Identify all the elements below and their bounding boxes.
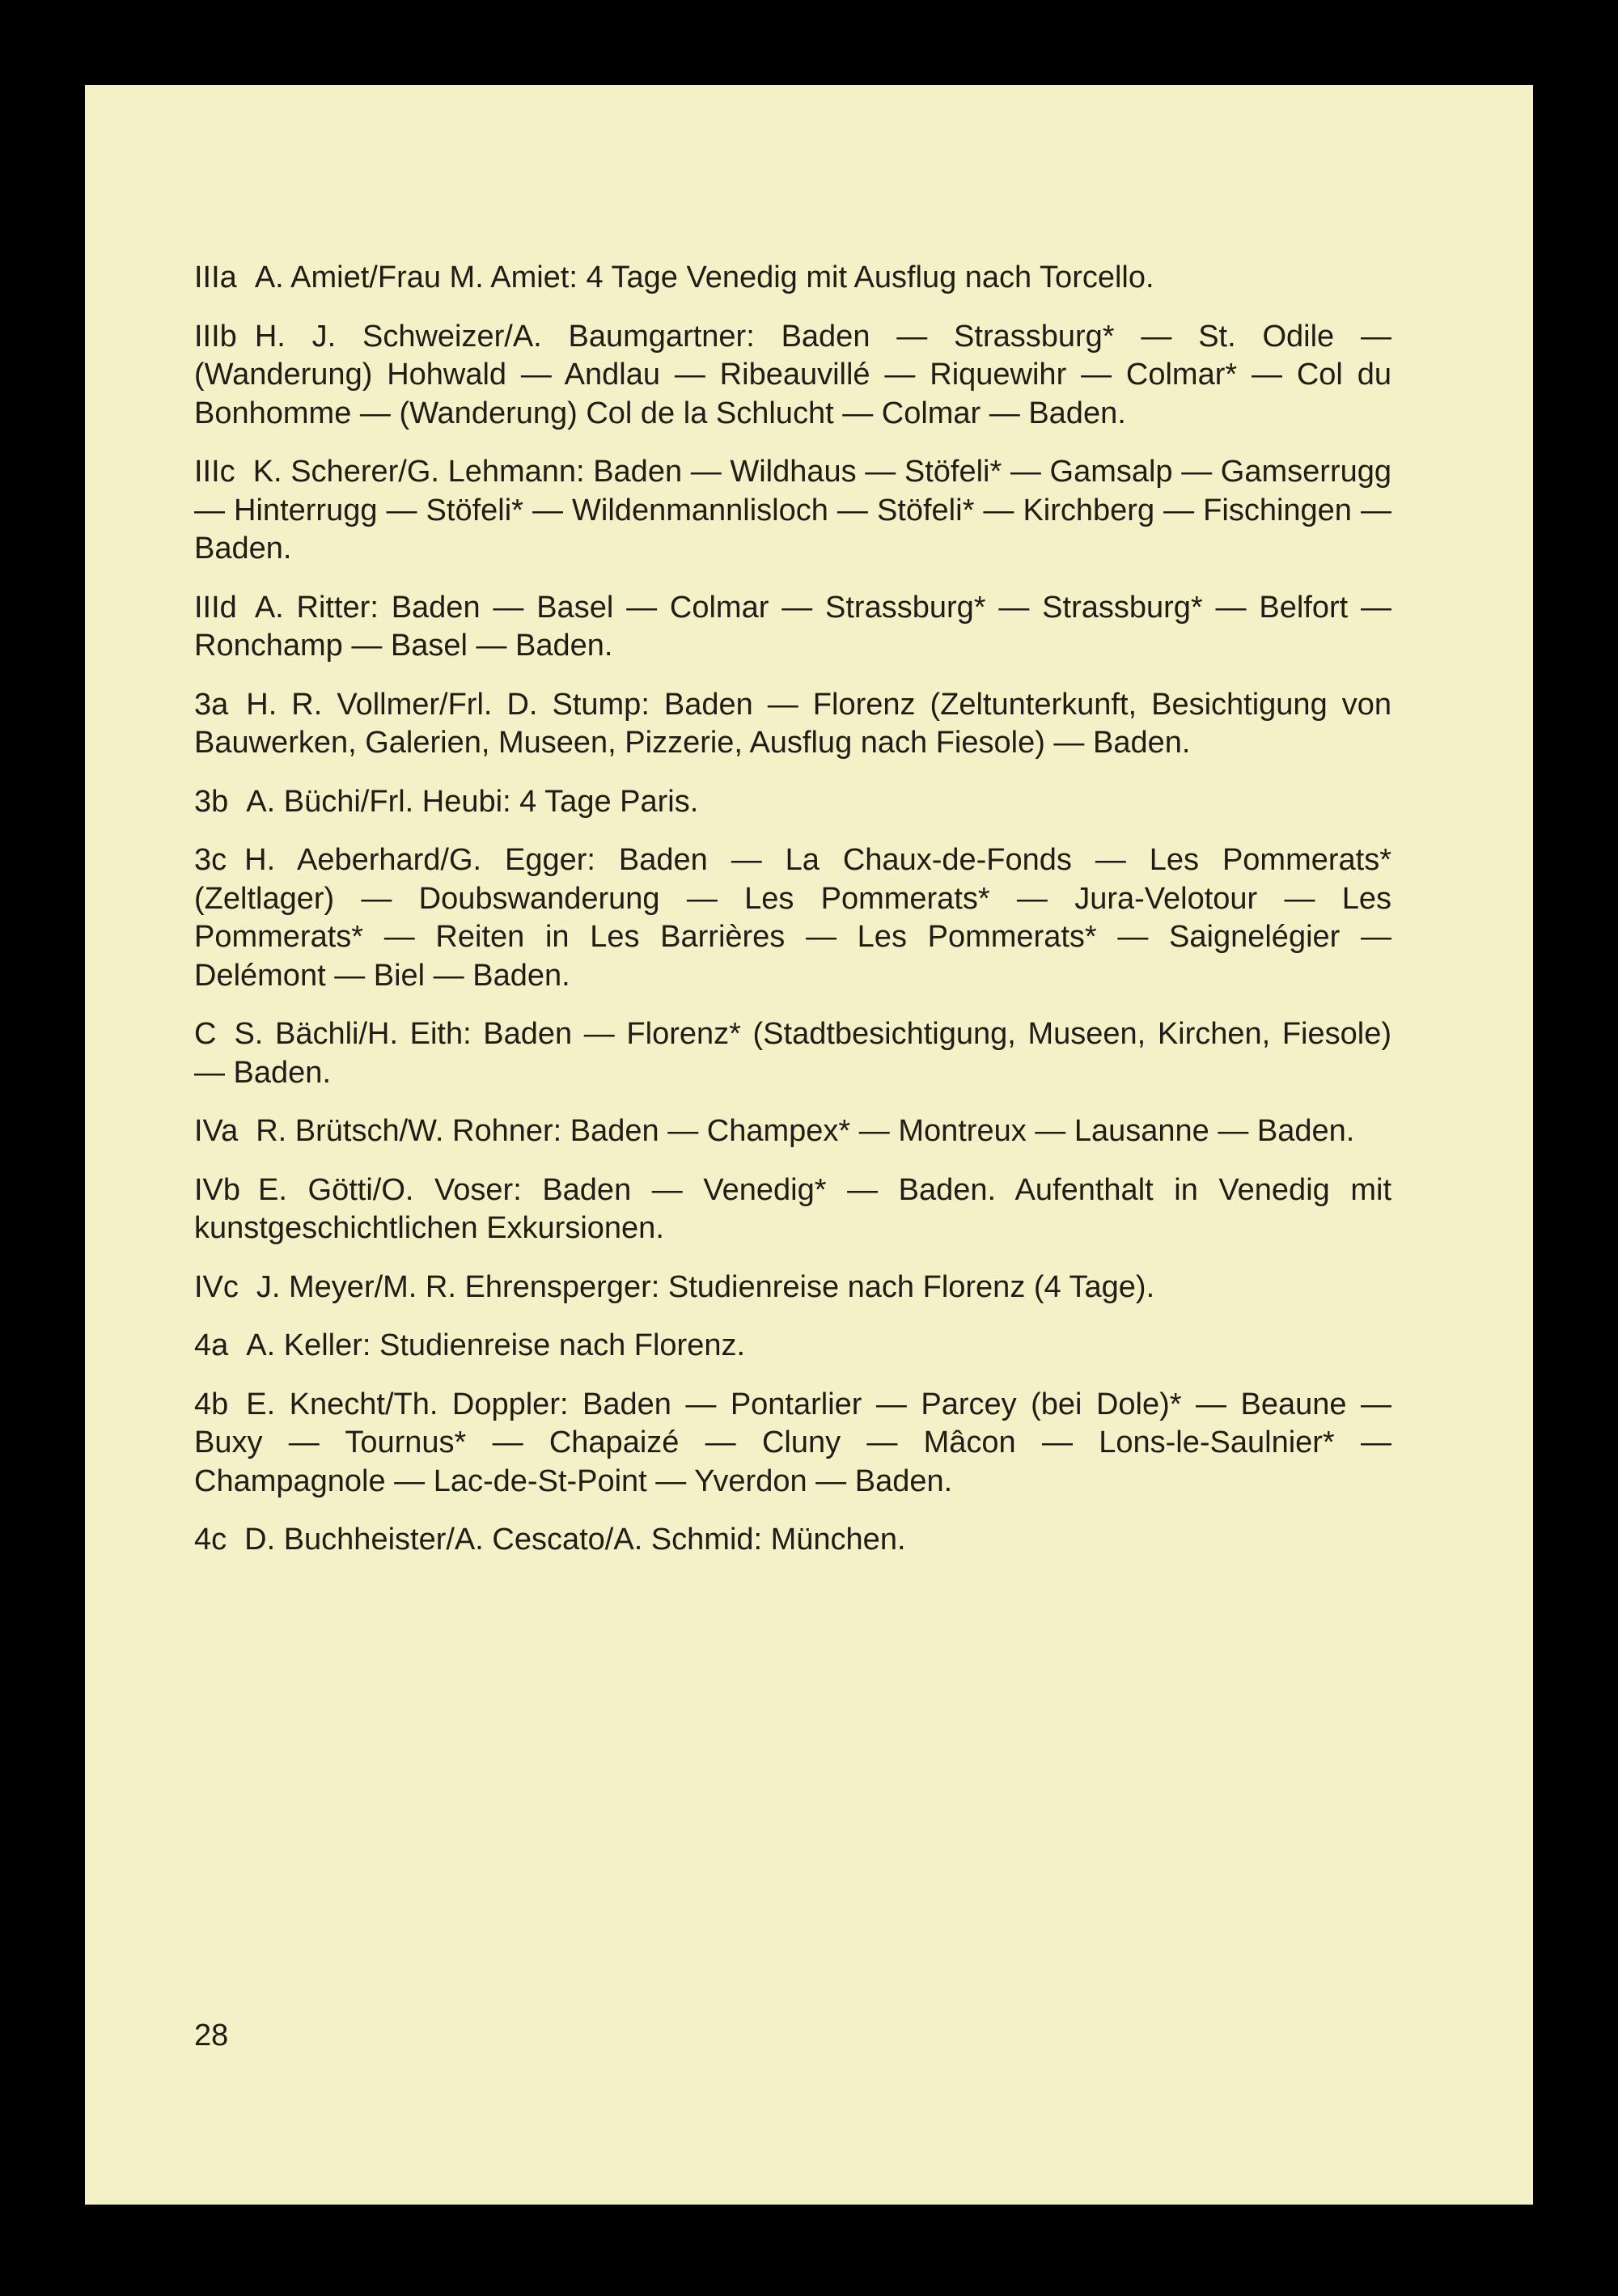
entry-code: IVa bbox=[194, 1114, 239, 1148]
list-item bbox=[194, 453, 1391, 569]
excursion-list bbox=[194, 259, 1391, 1580]
entry-code: IIIa bbox=[194, 261, 237, 294]
entry-code: 4a bbox=[194, 1328, 229, 1362]
list-item bbox=[194, 589, 1391, 666]
entry-text: K. Scherer/G. Lehmann: Baden — Wildhaus — Stöfeli* — Gamsalp — Gamserrugg — Hinterrugg — Stöfeli* — Wildenmannlisloch — Stöfeli* — Kirchberg — Fischingen — Baden. bbox=[194, 455, 1391, 566]
entry-code: 4c bbox=[194, 1523, 227, 1557]
list-item bbox=[194, 841, 1391, 995]
entry-text: A. Keller: Studienreise nach Florenz. bbox=[246, 1328, 746, 1362]
list-item bbox=[194, 259, 1391, 298]
entry-code: IIIc bbox=[194, 455, 235, 489]
entry-code: 4b bbox=[194, 1387, 229, 1421]
list-item bbox=[194, 1521, 1391, 1560]
list-item bbox=[194, 1171, 1391, 1248]
entry-code: IVc bbox=[194, 1269, 239, 1304]
list-item bbox=[194, 1386, 1391, 1502]
entry-text: H. J. Schweizer/A. Baumgartner: Baden — Strassburg* — St. Odile — (Wanderung) Hohwald — Andlau — Ribeauvillé — Riquewihr — Colmar* — Col du Bonhomme — (Wanderung) Col de la Schlucht — Colmar — Baden. bbox=[194, 319, 1391, 430]
entry-text: E. Knecht/Th. Doppler: Baden — Pontarlier — Parcey (bei Dole)* — Beaune — Buxy — Tournus* — Chapaizé — Cluny — Mâcon — Lons-le-Saulnier* — Champagnole — Lac-de-St-Point — Yverdon — Baden. bbox=[194, 1387, 1391, 1498]
entry-text: A. Büchi/Frl. Heubi: 4 Tage Paris. bbox=[246, 784, 699, 819]
entry-text: E. Götti/O. Voser: Baden — Venedig* — Baden. Aufenthalt in Venedig mit kunstgeschichtlichen Exkursionen. bbox=[194, 1172, 1391, 1245]
list-item bbox=[194, 686, 1391, 763]
entry-text: A. Ritter: Baden — Basel — Colmar — Strassburg* — Strassburg* — Belfort — Ronchamp — Basel — Baden. bbox=[194, 590, 1391, 663]
entry-text: D. Buchheister/A. Cescato/A. Schmid: München. bbox=[244, 1523, 906, 1557]
entry-text: J. Meyer/M. R. Ehrensperger: Studienreise nach Florenz (4 Tage). bbox=[256, 1269, 1155, 1304]
entry-text: H. R. Vollmer/Frl. D. Stump: Baden — Florenz (Zeltunterkunft, Besichtigung von Bauwerken, Galerien, Museen, Pizzerie, Ausflug nach Fiesole) — Baden. bbox=[194, 687, 1391, 760]
list-item bbox=[194, 1269, 1391, 1307]
document-page bbox=[85, 85, 1533, 2205]
entry-code: 3c bbox=[194, 843, 227, 877]
list-item bbox=[194, 783, 1391, 822]
page-number: 28 bbox=[194, 2019, 229, 2052]
entry-text: R. Brütsch/W. Rohner: Baden — Champex* — Montreux — Lausanne — Baden. bbox=[256, 1114, 1355, 1148]
list-item bbox=[194, 318, 1391, 434]
list-item bbox=[194, 1112, 1391, 1151]
entry-text: A. Amiet/Frau M. Amiet: 4 Tage Venedig mit Ausflug nach Torcello. bbox=[254, 261, 1154, 294]
entry-code: IVb bbox=[194, 1172, 241, 1207]
entry-code: 3b bbox=[194, 784, 229, 819]
entry-code: IIId bbox=[194, 590, 237, 625]
entry-code: C bbox=[194, 1017, 217, 1051]
list-item bbox=[194, 1327, 1391, 1366]
entry-text: S. Bächli/H. Eith: Baden — Florenz* (Stadtbesichtigung, Museen, Kirchen, Fiesole) — Baden. bbox=[194, 1017, 1391, 1090]
entry-code: IIIb bbox=[194, 319, 237, 354]
entry-text: H. Aeberhard/G. Egger: Baden — La Chaux-de-Fonds — Les Pommerats* (Zeltlager) — Doubswanderung — Les Pommerats* — Jura-Velotour — Les Pommerats* — Reiten in Les Barrières — Les Pommerats* — Saignelégier — Delémont — Biel — Baden. bbox=[194, 843, 1391, 993]
entry-code: 3a bbox=[194, 687, 229, 722]
list-item bbox=[194, 1015, 1391, 1092]
